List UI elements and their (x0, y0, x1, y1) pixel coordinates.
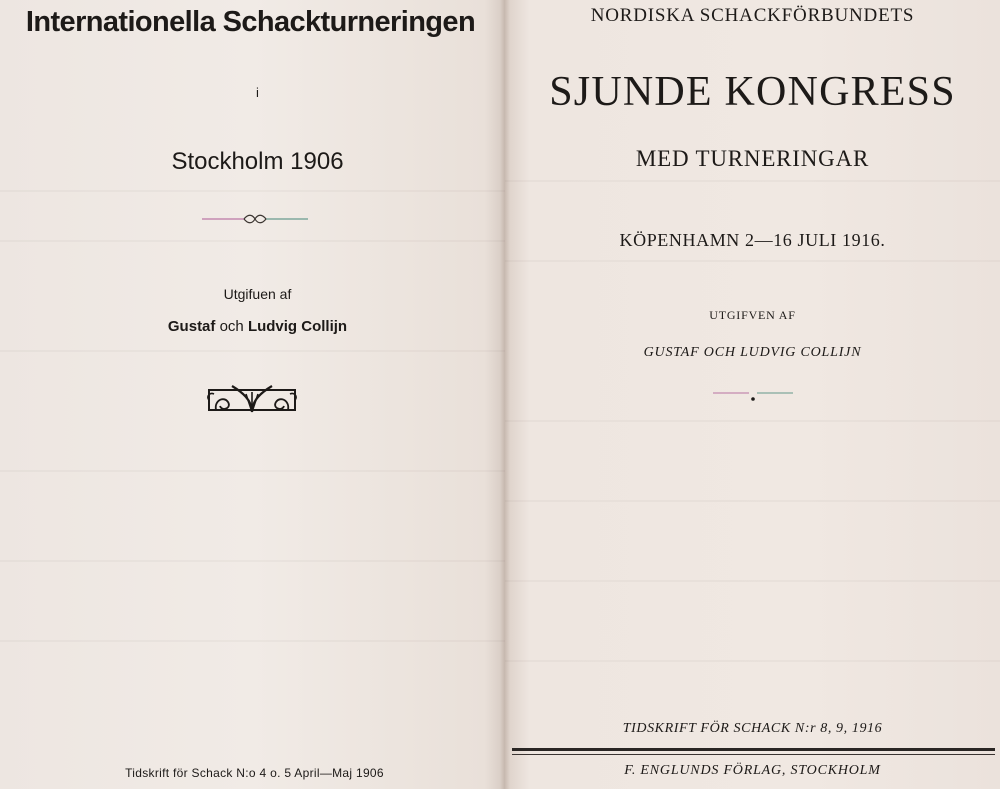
right-page-pretitle: NORDISKA SCHACKFÖRBUNDETS (590, 5, 915, 26)
right-page-journal: TIDSKRIFT FÖR SCHACK N:r 8, 9, 1916 (622, 721, 883, 736)
left-page-city-year: Stockholm 1906 (171, 148, 344, 175)
left-page-title: Internationella Schackturneringen (25, 6, 476, 38)
bleed-through (505, 500, 1000, 502)
bleed-through (505, 660, 1000, 662)
author-rest: Ludvig Collijn (247, 318, 348, 335)
left-page-connector: i (256, 85, 259, 100)
right-page-authors: GUSTAF OCH LUDVIG COLLIJN (643, 345, 862, 360)
right-page-publisher: F. ENGLUNDS FÖRLAG, STOCKHOLM (624, 763, 881, 778)
right-page-subtitle: MED TURNERINGAR (635, 146, 870, 171)
author-and: och (219, 318, 244, 335)
bleed-through (0, 470, 505, 472)
right-page-title: SJUNDE KONGRESS (549, 69, 956, 115)
bleed-through (0, 640, 505, 642)
bleed-through (0, 350, 505, 352)
left-page-authors (5, 318, 505, 335)
double-rule-thick (512, 748, 995, 751)
right-title-page (505, 0, 1000, 789)
author-first: Gustaf (167, 318, 216, 335)
right-page-place-date: KÖPENHAMN 2—16 JULI 1916. (619, 230, 886, 250)
bleed-through (505, 180, 1000, 182)
book-gutter (500, 0, 510, 789)
art-nouveau-vignette-icon (206, 382, 298, 416)
bleed-through (0, 560, 505, 562)
bleed-through (505, 420, 1000, 422)
right-page-edited-by: UTGIFVEN AF (709, 308, 796, 322)
bleed-through (0, 190, 505, 192)
ornamental-divider-icon (200, 212, 310, 226)
dot-divider-icon (711, 388, 795, 402)
bleed-through (505, 580, 1000, 582)
left-page-footer: Tidskrift för Schack N:o 4 o. 5 April—Maj 1906 (125, 766, 384, 780)
left-page-edited-by: Utgifuen af (223, 286, 292, 302)
bleed-through (0, 240, 505, 242)
bleed-through (505, 260, 1000, 262)
double-rule-thin (512, 754, 995, 755)
